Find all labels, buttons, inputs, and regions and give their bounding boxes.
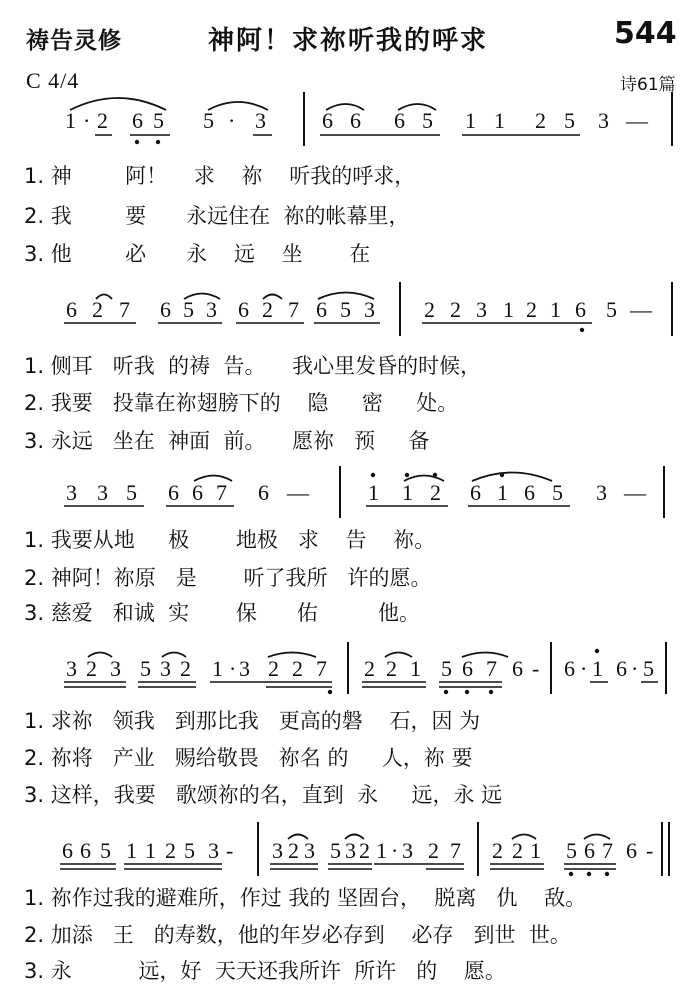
dash: - [532,656,540,681]
note: 2 [288,838,299,863]
note: 5 [184,838,195,863]
lyric-line-4-2: 2. 祢将 产业 赐给敬畏 祢名 的 人，祢 要 [24,746,473,770]
note: 6 [470,480,481,505]
note: 1 [494,108,505,133]
note: 5 [340,297,351,322]
note: 3 [97,480,108,505]
note: 3 [596,480,607,505]
note: 6 [350,108,361,133]
note: 6 [575,297,586,322]
note: 2 [430,480,441,505]
note: 6 [584,838,595,863]
note: 6 [160,297,171,322]
note: 5 [153,108,164,133]
dot: · [580,656,588,681]
note: 2 [165,838,176,863]
dot: · [229,656,237,681]
note: 1 [145,838,156,863]
key-time-signature: C 4/4 [26,68,80,93]
note: 2 [424,297,435,322]
note: 6 [462,656,473,681]
note: 5 [566,838,577,863]
note: 6 [524,480,535,505]
note: 7 [216,480,227,505]
lyric-line-2-3: 3. 永远 坐在 神面 前。 愿祢 预 备 [24,429,430,453]
note: 1 [212,656,223,681]
note: 3 [345,838,356,863]
note: 1 [550,297,561,322]
note: 1 [592,656,603,681]
note: 6 [616,656,627,681]
note: 2 [92,297,103,322]
note: 2 [86,656,97,681]
note: 5 [606,297,617,322]
note: 5 [564,108,575,133]
note: 6 [168,480,179,505]
notation-row-2 [0,297,700,341]
note: 2 [450,297,461,322]
note: 3 [239,656,250,681]
note: 2 [97,108,108,133]
note: 2 [262,297,273,322]
lyric-line-3-1: 1. 我要从地 极 地极 求 告 祢。 [24,528,436,552]
notation-row-3 [0,480,700,524]
note: 2 [526,297,537,322]
note: 7 [316,656,327,681]
note: 3 [402,838,413,863]
note: 2 [180,656,191,681]
note: 2 [535,108,546,133]
lyric-line-1-1: 1. 神 阿！ 求 祢 听我的呼求， [24,164,416,188]
dot: · [83,108,91,133]
note: 2 [359,838,370,863]
note: 1 [410,656,421,681]
note: 3 [66,480,77,505]
lyric-line-2-1: 1. 侧耳 听我 的祷 告。 我心里发昏的时候， [24,354,482,378]
lyric-line-4-3: 3. 这样，我要 歌颂祢的名，直到 永 远，永 远 [24,783,503,807]
note: 5 [552,480,563,505]
dash: — [630,297,652,322]
dash: — [287,480,309,505]
note: 5 [441,656,452,681]
hymn-title: 神阿！求祢听我的呼求 [208,26,489,56]
note: 2 [292,656,303,681]
note: 3 [272,838,283,863]
note: 3 [66,656,77,681]
note: 3 [206,297,217,322]
hymn-number: 544 [614,16,677,51]
note: 1 [376,838,387,863]
note: 1 [530,838,541,863]
lyric-line-5-1: 1. 祢作过我的避难所，作过 我的 坚固台， 脱离 仇 敌。 [24,886,587,910]
note: 5 [203,108,214,133]
note: 2 [492,838,503,863]
note: 1 [503,297,514,322]
note: 1 [126,838,137,863]
note: 5 [126,480,137,505]
lyric-line-5-2: 2. 加添 王 的寿数，他的年岁必存到 必存 到世 世。 [24,923,571,947]
note: 3 [304,838,315,863]
note: 6 [258,480,269,505]
note: 7 [486,656,497,681]
lyric-line-3-2: 2. 神阿！祢原 是 听了我所 许的愿。 [24,566,432,590]
dash: - [226,838,234,863]
note: 2 [268,656,279,681]
note: 1 [368,480,379,505]
notation-row-1 [0,108,700,152]
dash: - [646,838,654,863]
note: 3 [110,656,121,681]
note: 5 [183,297,194,322]
note: 6 [322,108,333,133]
dot: · [631,656,639,681]
note: 6 [132,108,143,133]
note: 7 [288,297,299,322]
note: 2 [386,656,397,681]
dot: · [391,838,399,863]
scripture-source: 诗61篇 [620,75,676,95]
note: 6 [316,297,327,322]
note: 3 [208,838,219,863]
lyric-line-3-3: 3. 慈爱 和诚 实 保 佑 他。 [24,601,420,625]
note: 7 [450,838,461,863]
note: 6 [192,480,203,505]
lyric-line-2-2: 2. 我要 投靠在祢翅膀下的 隐 密 处。 [24,391,459,415]
note: 2 [428,838,439,863]
notation-row-5 [0,838,700,882]
note: 1 [65,108,76,133]
note: 5 [330,838,341,863]
note: 6 [564,656,575,681]
note: 6 [394,108,405,133]
note: 6 [512,656,523,681]
note: 6 [62,838,73,863]
dot: · [228,108,236,133]
note: 1 [465,108,476,133]
dash: — [626,108,648,133]
note: 2 [512,838,523,863]
lyric-line-1-3: 3. 他 必 永 远 坐 在 [24,242,371,266]
note: 2 [364,656,375,681]
note: 1 [497,480,508,505]
hymn-category: 祷告灵修 [26,28,122,54]
lyric-line-4-1: 1. 求祢 领我 到那比我 更高的磐 石，因 为 [24,709,481,733]
note: 1 [402,480,413,505]
note: 6 [66,297,77,322]
note: 5 [422,108,433,133]
note: 3 [598,108,609,133]
note: 5 [643,656,654,681]
note: 6 [80,838,91,863]
lyric-line-1-2: 2. 我 要 永远住在 祢的帐幕里， [24,204,410,228]
note: 3 [364,297,375,322]
note: 7 [119,297,130,322]
note: 6 [238,297,249,322]
note: 7 [602,838,613,863]
note: 5 [100,838,111,863]
note: 3 [160,656,171,681]
note: 6 [626,838,637,863]
dash: — [624,480,646,505]
lyric-line-5-3: 3. 永 远，好 天天还我所许 所许 的 愿。 [24,959,506,983]
notation-row-4 [0,656,700,700]
note: 3 [476,297,487,322]
note: 5 [140,656,151,681]
note: 3 [255,108,266,133]
